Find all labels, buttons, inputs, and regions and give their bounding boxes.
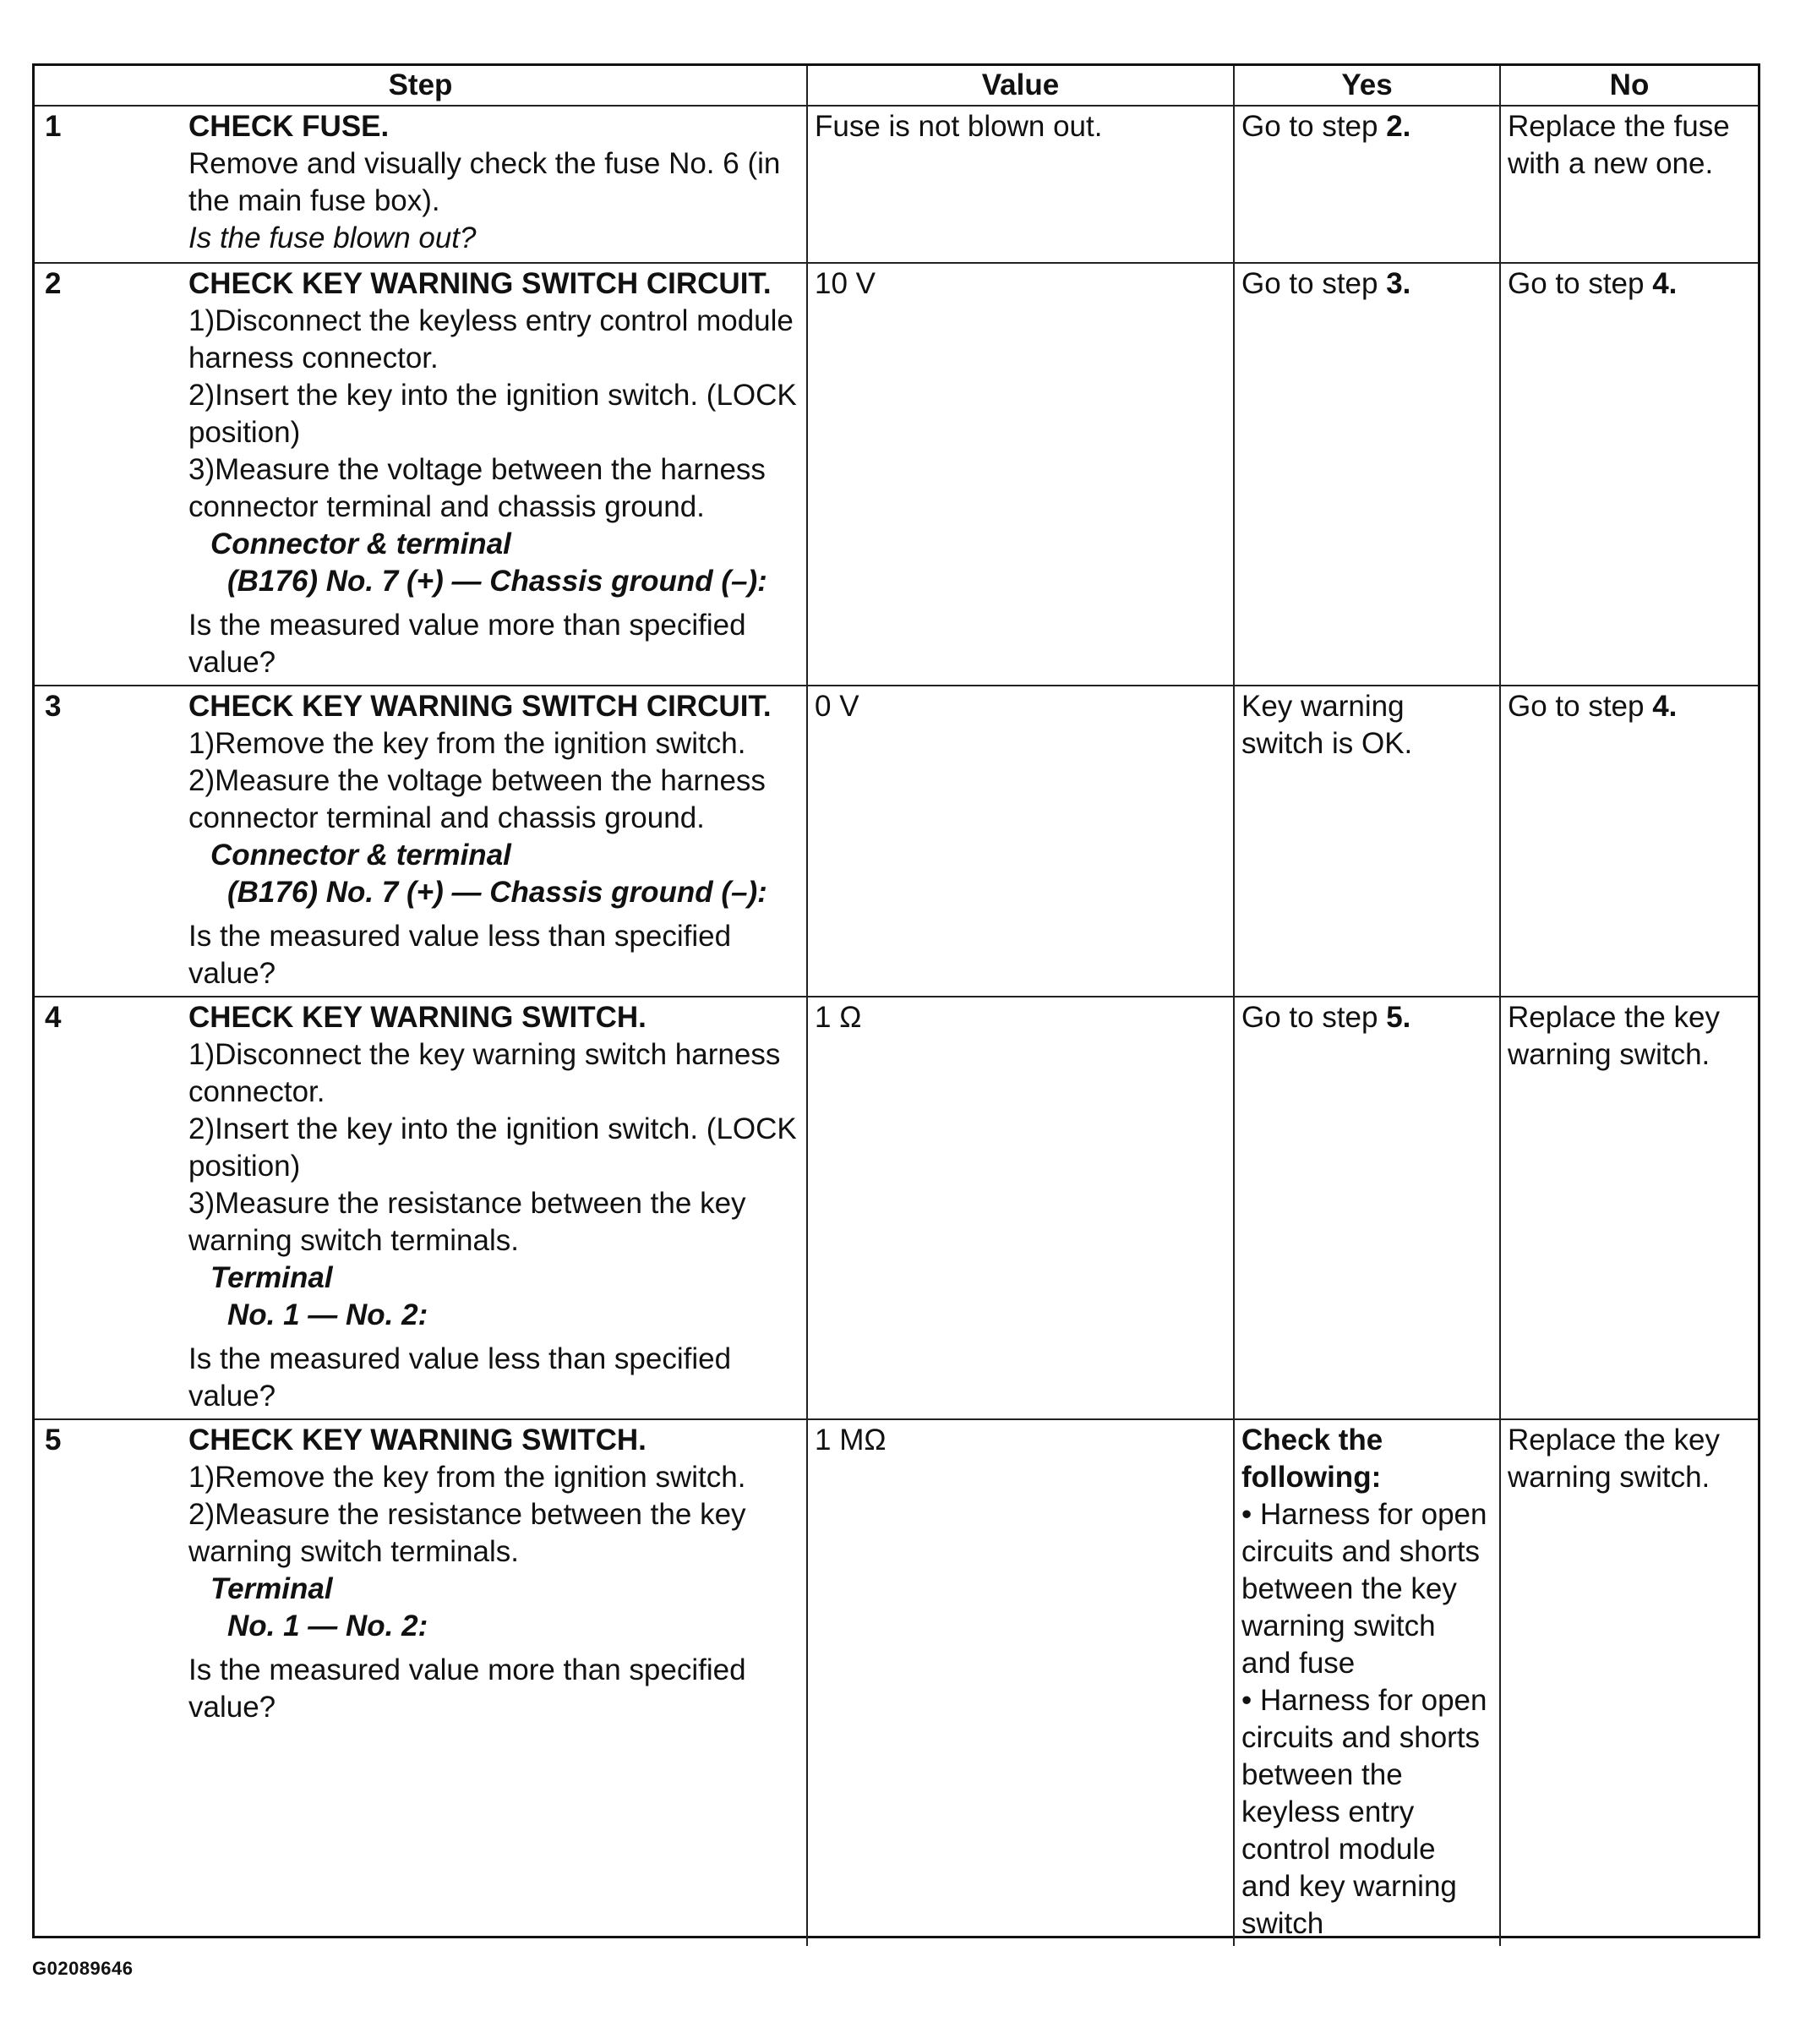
- step-instruction: 2)Measure the resistance between the key warning switch terminals.: [188, 1498, 746, 1568]
- yes-cell: [1234, 1419, 1500, 1946]
- step-instruction: 1)Remove the key from the ignition switch.: [188, 1461, 746, 1494]
- no-cell: Replace the fuse with a new one.: [1500, 106, 1758, 263]
- step-cell: [35, 106, 807, 263]
- step-title: CHECK FUSE.: [188, 110, 390, 143]
- step-question: Is the measured value more than specified value?: [188, 1653, 746, 1724]
- step-instruction: 3)Measure the resistance between the key warning switch terminals.: [188, 1187, 746, 1257]
- yes-text: Go to step: [1241, 267, 1387, 300]
- step-cell: [35, 686, 807, 997]
- yes-cell: [1234, 263, 1500, 686]
- step-number: 4: [45, 1001, 62, 1034]
- step-cell: [35, 1419, 807, 1946]
- no-cell: Replace the key warning switch.: [1500, 997, 1758, 1419]
- no-step-ref: 4.: [1652, 267, 1678, 300]
- step-instruction: Remove and visually check the fuse No. 6 (in the main fuse box).: [188, 147, 781, 217]
- step-number: 2: [45, 267, 62, 300]
- yes-step-ref: 5.: [1386, 1001, 1411, 1034]
- spec-label: Connector & terminal: [210, 527, 511, 560]
- table-row: [35, 997, 1758, 1419]
- yes-cell: [1234, 997, 1500, 1419]
- step-number: 1: [45, 110, 62, 143]
- step-question: Is the measured value less than specified value?: [188, 920, 732, 990]
- spec-value: No. 1 — No. 2:: [227, 1298, 428, 1331]
- step-title: CHECK KEY WARNING SWITCH CIRCUIT.: [188, 267, 772, 300]
- step-instruction: 1)Disconnect the keyless entry control module harness connector.: [188, 304, 794, 374]
- step-cell: [35, 997, 807, 1419]
- yes-cell: [1234, 106, 1500, 263]
- value-cell: 0 V: [807, 686, 1234, 997]
- figure-id: G02089646: [32, 1958, 134, 1979]
- diagnostic-procedure-table: [35, 66, 1758, 1946]
- yes-check-item: • Harness for open circuits and shorts between the keyless entry control module and key warning switch: [1241, 1684, 1487, 1940]
- step-cell: [35, 263, 807, 686]
- step-question: Is the measured value more than specified value?: [188, 609, 746, 679]
- yes-check-heading: Check the following:: [1241, 1424, 1383, 1494]
- table-row: [35, 106, 1758, 263]
- step-instruction: 2)Insert the key into the ignition switch. (LOCK position): [188, 1112, 797, 1183]
- spec-value: (B176) No. 7 (+) — Chassis ground (–):: [227, 876, 767, 909]
- table-row: [35, 686, 1758, 997]
- yes-check-item: • Harness for open circuits and shorts between the key warning switch and fuse: [1241, 1498, 1487, 1680]
- step-question: Is the fuse blown out?: [188, 221, 477, 254]
- step-instruction: 1)Disconnect the key warning switch harness connector.: [188, 1038, 781, 1108]
- step-instruction: 2)Insert the key into the ignition switch. (LOCK position): [188, 379, 797, 449]
- no-cell: [1500, 686, 1758, 997]
- yes-text: Go to step: [1241, 1001, 1387, 1034]
- yes-step-ref: 2.: [1386, 110, 1411, 143]
- step-number: 5: [45, 1424, 62, 1456]
- step-number: 3: [45, 690, 62, 723]
- no-cell: Replace the key warning switch.: [1500, 1419, 1758, 1946]
- value-cell: 1 Ω: [807, 997, 1234, 1419]
- yes-text: Go to step: [1241, 110, 1387, 143]
- no-text: Go to step: [1508, 267, 1653, 300]
- value-cell: 1 MΩ: [807, 1419, 1234, 1946]
- step-instruction: 2)Measure the voltage between the harness connector terminal and chassis ground.: [188, 764, 766, 834]
- header-step: Step: [35, 66, 807, 106]
- step-title: CHECK KEY WARNING SWITCH CIRCUIT.: [188, 690, 772, 723]
- header-no: No: [1500, 66, 1758, 106]
- spec-label: Terminal: [210, 1261, 333, 1294]
- spec-value: No. 1 — No. 2:: [227, 1610, 428, 1642]
- diagnostic-table: [32, 63, 1760, 1938]
- value-cell: Fuse is not blown out.: [807, 106, 1234, 263]
- table-row: [35, 1419, 1758, 1946]
- no-step-ref: 4.: [1652, 690, 1678, 723]
- yes-cell: Key warning switch is OK.: [1234, 686, 1500, 997]
- no-text: Go to step: [1508, 690, 1653, 723]
- no-cell: [1500, 263, 1758, 686]
- header-value: Value: [807, 66, 1234, 106]
- header-yes: Yes: [1234, 66, 1500, 106]
- header-row: [35, 66, 1758, 106]
- spec-label: Terminal: [210, 1572, 333, 1605]
- step-question: Is the measured value less than specified value?: [188, 1342, 732, 1413]
- value-cell: 10 V: [807, 263, 1234, 686]
- step-instruction: 3)Measure the voltage between the harness connector terminal and chassis ground.: [188, 453, 766, 523]
- spec-label: Connector & terminal: [210, 839, 511, 872]
- step-title: CHECK KEY WARNING SWITCH.: [188, 1001, 647, 1034]
- step-title: CHECK KEY WARNING SWITCH.: [188, 1424, 647, 1456]
- yes-step-ref: 3.: [1386, 267, 1411, 300]
- spec-value: (B176) No. 7 (+) — Chassis ground (–):: [227, 565, 767, 598]
- step-instruction: 1)Remove the key from the ignition switch.: [188, 727, 746, 760]
- table-row: [35, 263, 1758, 686]
